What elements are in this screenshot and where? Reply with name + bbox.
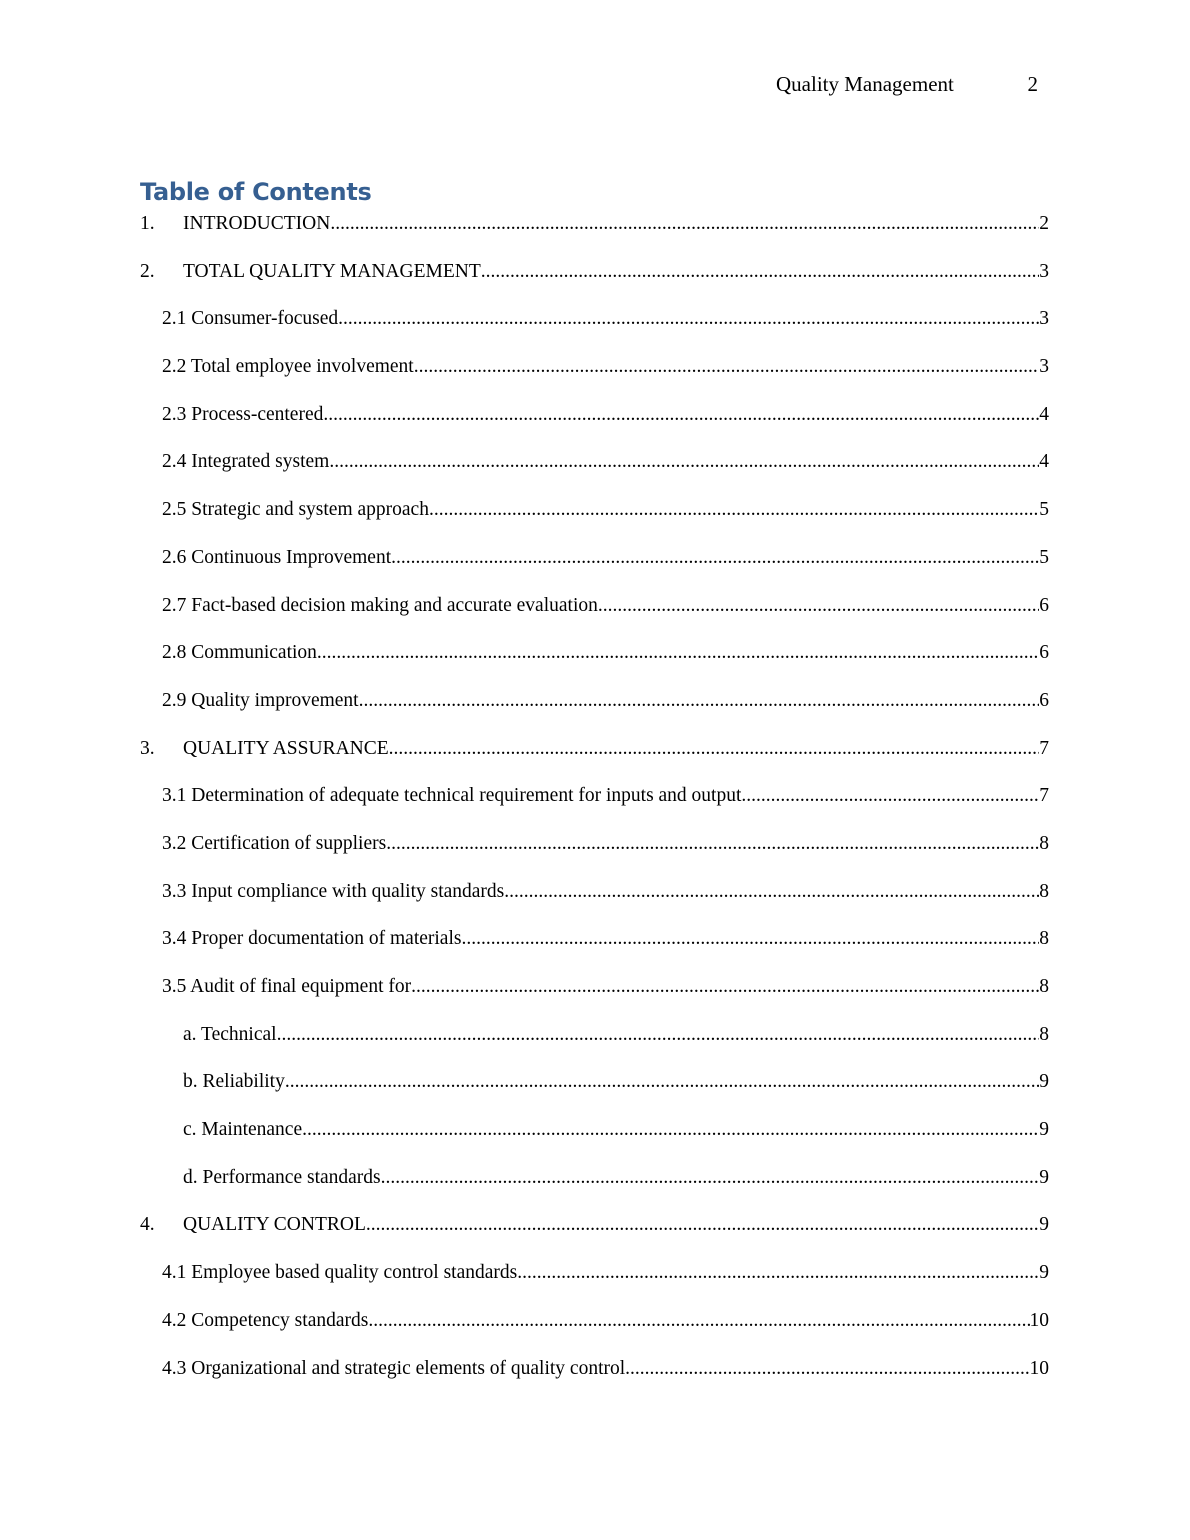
toc-entry[interactable] — [140, 592, 1049, 640]
toc-entry-page-number: 8 — [1039, 928, 1049, 950]
toc-entry-label: 4.3 Organizational and strategic elements of quality control — [162, 1357, 626, 1379]
toc-entry-page-number: 8 — [1039, 880, 1049, 902]
toc-entry-page-number: 3 — [1039, 308, 1049, 330]
toc-dot-leader — [359, 687, 1040, 715]
table-of-contents — [140, 210, 1049, 1402]
toc-entry-label: QUALITY ASSURANCE — [183, 737, 389, 759]
toc-dot-leader — [330, 210, 1039, 238]
toc-entry[interactable] — [140, 735, 1049, 783]
toc-entry[interactable] — [140, 210, 1049, 258]
toc-entry-label: 3.1 Determination of adequate technical requirement for inputs and output — [162, 785, 742, 807]
toc-dot-leader — [389, 735, 1040, 763]
toc-entry-number: 4. — [140, 1214, 155, 1236]
toc-entry-page-number: 3 — [1039, 356, 1049, 378]
toc-entry[interactable] — [140, 1021, 1049, 1069]
toc-dot-leader — [302, 1116, 1039, 1144]
toc-dot-leader — [414, 353, 1040, 381]
toc-dot-leader — [366, 1211, 1039, 1239]
toc-entry-label: QUALITY CONTROL — [183, 1214, 366, 1236]
toc-entry-label: 3.2 Certification of suppliers — [162, 832, 387, 854]
header-page-number: 2 — [1027, 72, 1038, 96]
toc-entry[interactable] — [140, 1355, 1049, 1403]
toc-entry[interactable] — [140, 687, 1049, 735]
toc-entry-page-number: 10 — [1029, 1309, 1049, 1331]
toc-entry[interactable] — [140, 353, 1049, 401]
toc-heading: Table of Contents — [140, 178, 372, 206]
toc-entry[interactable] — [140, 1307, 1049, 1355]
toc-entry[interactable] — [140, 973, 1049, 1021]
toc-entry-page-number: 6 — [1039, 642, 1049, 664]
toc-entry-label: a. Technical — [183, 1023, 277, 1045]
toc-entry-number: 3. — [140, 737, 155, 759]
toc-entry-label: b. Reliability — [183, 1071, 285, 1093]
toc-entry-label: 2.5 Strategic and system approach — [162, 499, 429, 521]
toc-entry[interactable] — [140, 305, 1049, 353]
toc-entry[interactable] — [140, 830, 1049, 878]
toc-entry-label: 4.2 Competency standards — [162, 1309, 369, 1331]
toc-entry-page-number: 9 — [1039, 1071, 1049, 1093]
toc-dot-leader — [386, 830, 1039, 858]
toc-entry-page-number: 6 — [1039, 689, 1049, 711]
toc-entry-label: 2.1 Consumer-focused — [162, 308, 339, 330]
toc-dot-leader — [625, 1355, 1029, 1383]
toc-entry-page-number: 9 — [1039, 1214, 1049, 1236]
toc-dot-leader — [504, 878, 1039, 906]
toc-entry[interactable] — [140, 925, 1049, 973]
toc-entry[interactable] — [140, 1068, 1049, 1116]
toc-entry-page-number: 9 — [1039, 1262, 1049, 1284]
toc-entry-page-number: 3 — [1039, 260, 1049, 282]
toc-dot-leader — [517, 1259, 1039, 1287]
toc-entry-label: 2.2 Total employee involvement — [162, 356, 414, 378]
toc-dot-leader — [429, 496, 1039, 524]
toc-entry-number: 2. — [140, 260, 155, 282]
toc-entry-page-number: 4 — [1039, 451, 1049, 473]
toc-entry-label: 2.3 Process-centered — [162, 403, 324, 425]
toc-dot-leader — [481, 258, 1039, 286]
toc-dot-leader — [391, 544, 1039, 572]
toc-dot-leader — [285, 1068, 1039, 1096]
toc-entry-page-number: 9 — [1039, 1166, 1049, 1188]
toc-entry-label: 2.8 Communication — [162, 642, 317, 664]
toc-entry-page-number: 7 — [1039, 737, 1049, 759]
toc-entry[interactable] — [140, 782, 1049, 830]
toc-entry-number: 1. — [140, 213, 155, 234]
toc-entry-label: INTRODUCTION — [183, 213, 331, 234]
toc-dot-leader — [338, 305, 1039, 333]
toc-entry-label: 2.7 Fact-based decision making and accurate evaluation — [162, 594, 598, 616]
toc-entry-page-number: 10 — [1029, 1357, 1049, 1379]
toc-entry-page-number: 6 — [1039, 594, 1049, 616]
toc-entry-page-number: 9 — [1039, 1119, 1049, 1141]
toc-entry-page-number: 7 — [1039, 785, 1049, 807]
toc-entry-page-number: 2 — [1039, 213, 1049, 234]
toc-entry[interactable] — [140, 448, 1049, 496]
toc-entry-label: 3.4 Proper documentation of materials — [162, 928, 462, 950]
toc-entry-label: d. Performance standards — [183, 1166, 381, 1188]
toc-entry-label: 2.4 Integrated system — [162, 451, 330, 473]
toc-entry[interactable] — [140, 639, 1049, 687]
toc-entry[interactable] — [140, 1259, 1049, 1307]
toc-dot-leader — [329, 448, 1039, 476]
toc-dot-leader — [461, 925, 1039, 953]
toc-entry[interactable] — [140, 258, 1049, 306]
toc-entry[interactable] — [140, 544, 1049, 592]
toc-entry-label: c. Maintenance — [183, 1119, 303, 1141]
toc-entry-label: 3.3 Input compliance with quality standards — [162, 880, 505, 902]
running-header — [776, 70, 1040, 98]
toc-entry[interactable] — [140, 401, 1049, 449]
header-title: Quality Management — [776, 72, 954, 96]
toc-dot-leader — [598, 592, 1039, 620]
toc-dot-leader — [317, 639, 1039, 667]
toc-entry-label: 2.9 Quality improvement — [162, 689, 359, 711]
toc-entry-label: 2.6 Continuous Improvement — [162, 546, 392, 568]
toc-entry[interactable] — [140, 1164, 1049, 1212]
toc-entry[interactable] — [140, 496, 1049, 544]
toc-dot-leader — [741, 782, 1039, 810]
toc-entry-page-number: 8 — [1039, 1023, 1049, 1045]
toc-dot-leader — [381, 1164, 1040, 1192]
toc-entry-page-number: 4 — [1039, 403, 1049, 425]
toc-entry-label: 3.5 Audit of final equipment for — [162, 976, 412, 997]
toc-dot-leader — [277, 1021, 1040, 1049]
toc-dot-leader — [411, 973, 1039, 1001]
toc-entry-page-number: 5 — [1039, 546, 1049, 568]
toc-entry-page-number: 8 — [1039, 976, 1049, 997]
toc-entry[interactable] — [140, 1211, 1049, 1259]
toc-entry[interactable] — [140, 878, 1049, 926]
toc-entry-page-number: 8 — [1039, 832, 1049, 854]
toc-entry-label: 4.1 Employee based quality control standards — [162, 1262, 518, 1284]
toc-entry-label: TOTAL QUALITY MANAGEMENT — [183, 260, 481, 282]
toc-dot-leader — [368, 1307, 1029, 1335]
toc-dot-leader — [323, 401, 1039, 429]
toc-entry[interactable] — [140, 1116, 1049, 1164]
toc-entry-page-number: 5 — [1039, 499, 1049, 521]
